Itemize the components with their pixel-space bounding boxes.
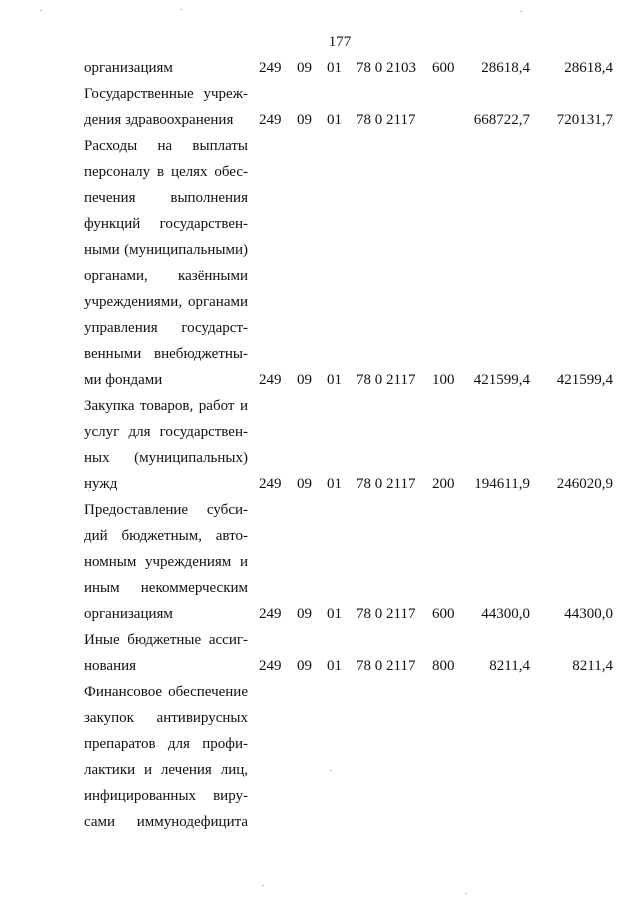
row-line	[0, 419, 640, 445]
row-description: Финансовое обеспечение	[84, 684, 248, 700]
amount-year1: 668722,7	[473, 112, 530, 128]
row-line	[0, 81, 640, 107]
row-line	[0, 653, 640, 679]
row-description: организациям	[84, 606, 173, 622]
article-code: 78 0 2103	[356, 60, 416, 76]
scan-speck	[330, 770, 332, 771]
section-code: 09	[297, 112, 312, 128]
scan-speck	[465, 893, 467, 894]
row-description: Расходы на выплаты	[84, 138, 248, 154]
row-line	[0, 549, 640, 575]
table-row	[0, 497, 640, 627]
row-line	[0, 159, 640, 185]
scan-speck	[262, 885, 264, 886]
subsection-code: 01	[327, 606, 342, 622]
row-description: учреждениями, органами	[84, 294, 248, 310]
section-code: 09	[297, 476, 312, 492]
row-line	[0, 315, 640, 341]
admin-code: 249	[259, 372, 282, 388]
table-row	[0, 55, 640, 81]
admin-code: 249	[259, 606, 282, 622]
row-description: Предоставление субси-	[84, 502, 248, 518]
row-description: номным учреждениям и	[84, 554, 248, 570]
row-description: печения выполнения	[84, 190, 248, 206]
row-line	[0, 705, 640, 731]
row-line	[0, 809, 640, 835]
row-description: услуг для государствен-	[84, 424, 248, 440]
amount-year2: 421599,4	[556, 372, 613, 388]
budget-table	[0, 55, 640, 835]
amount-year1: 28618,4	[481, 60, 530, 76]
row-line	[0, 133, 640, 159]
amount-year1: 8211,4	[489, 658, 530, 674]
row-description: Закупка товаров, работ и	[84, 398, 248, 414]
row-line	[0, 523, 640, 549]
row-line	[0, 601, 640, 627]
amount-year2: 44300,0	[564, 606, 613, 622]
table-row	[0, 679, 640, 835]
row-description: организациям	[84, 60, 173, 76]
row-description: Государственные учреж-	[84, 86, 248, 102]
amount-year1: 421599,4	[473, 372, 530, 388]
article-code: 78 0 2117	[356, 606, 416, 622]
row-description: ми фондами	[84, 372, 163, 388]
scan-speck	[180, 9, 182, 10]
subsection-code: 01	[327, 112, 342, 128]
row-description: органами, казёнными	[84, 268, 248, 284]
table-row	[0, 393, 640, 497]
row-description: дий бюджетным, авто-	[84, 528, 248, 544]
row-line	[0, 679, 640, 705]
admin-code: 249	[259, 476, 282, 492]
row-line	[0, 471, 640, 497]
section-code: 09	[297, 372, 312, 388]
admin-code: 249	[259, 112, 282, 128]
table-row	[0, 627, 640, 679]
row-line	[0, 575, 640, 601]
row-description: функций государствен-	[84, 216, 248, 232]
table-row	[0, 133, 640, 393]
subsection-code: 01	[327, 476, 342, 492]
row-description: персоналу в целях обес-	[84, 164, 248, 180]
admin-code: 249	[259, 658, 282, 674]
scan-speck	[520, 11, 522, 12]
row-line	[0, 55, 640, 81]
row-line	[0, 445, 640, 471]
row-line	[0, 107, 640, 133]
row-description: инфицированных виру-	[84, 788, 248, 804]
page-number: 177	[328, 34, 352, 50]
subsection-code: 01	[327, 372, 342, 388]
row-description: ными (муниципальными)	[84, 242, 248, 258]
row-description: нования	[84, 658, 137, 674]
row-description: ных (муниципальных)	[84, 450, 248, 466]
amount-year2: 246020,9	[556, 476, 613, 492]
row-description: закупок антивирусных	[84, 710, 248, 726]
expense-type-code: 600	[432, 60, 455, 76]
expense-type-code: 200	[432, 476, 455, 492]
row-description: венными внебюджетны-	[84, 346, 248, 362]
row-line	[0, 367, 640, 393]
row-line	[0, 731, 640, 757]
row-line	[0, 211, 640, 237]
row-line	[0, 263, 640, 289]
row-description: дения здравоохранения	[84, 112, 234, 128]
row-line	[0, 237, 640, 263]
row-description: управления государст-	[84, 320, 248, 336]
amount-year2: 8211,4	[572, 658, 613, 674]
row-description: Иные бюджетные ассиг-	[84, 632, 248, 648]
row-line	[0, 497, 640, 523]
amount-year1: 44300,0	[481, 606, 530, 622]
article-code: 78 0 2117	[356, 112, 416, 128]
expense-type-code: 100	[432, 372, 455, 388]
row-line	[0, 783, 640, 809]
subsection-code: 01	[327, 60, 342, 76]
table-row	[0, 81, 640, 133]
row-line	[0, 627, 640, 653]
row-line	[0, 341, 640, 367]
expense-type-code: 800	[432, 658, 455, 674]
expense-type-code: 600	[432, 606, 455, 622]
amount-year2: 28618,4	[564, 60, 613, 76]
subsection-code: 01	[327, 658, 342, 674]
section-code: 09	[297, 606, 312, 622]
row-description: иным некоммерческим	[84, 580, 248, 596]
row-description: препаратов для профи-	[84, 736, 248, 752]
article-code: 78 0 2117	[356, 372, 416, 388]
row-description: сами иммунодефицита	[84, 814, 248, 830]
row-description: нужд	[84, 476, 118, 492]
row-description: лактики и лечения лиц,	[84, 762, 248, 778]
row-line	[0, 757, 640, 783]
admin-code: 249	[259, 60, 282, 76]
section-code: 09	[297, 658, 312, 674]
section-code: 09	[297, 60, 312, 76]
amount-year1: 194611,9	[474, 476, 530, 492]
article-code: 78 0 2117	[356, 476, 416, 492]
row-line	[0, 185, 640, 211]
row-line	[0, 393, 640, 419]
amount-year2: 720131,7	[556, 112, 613, 128]
article-code: 78 0 2117	[356, 658, 416, 674]
scan-speck	[40, 10, 42, 11]
row-line	[0, 289, 640, 315]
